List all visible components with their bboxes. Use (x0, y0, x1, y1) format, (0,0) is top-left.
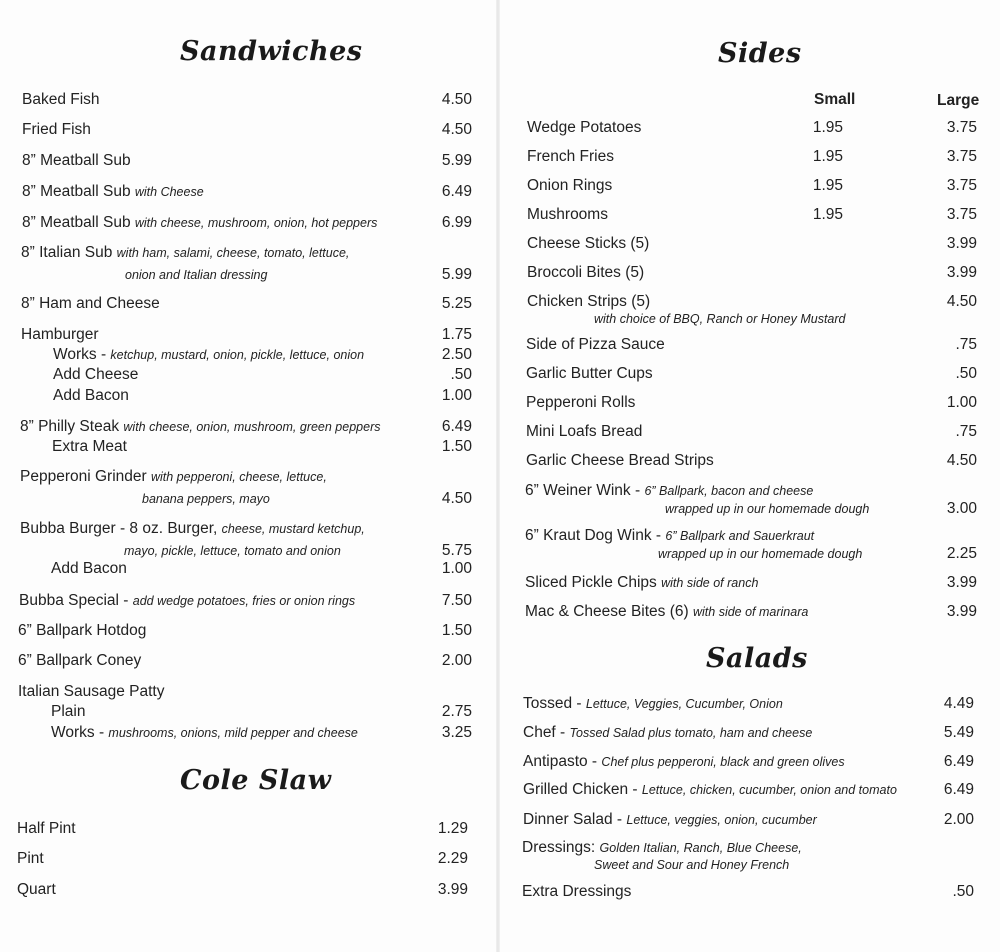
item-name: Dressings: (522, 839, 596, 856)
menu-item (523, 724, 812, 742)
large-price: 3.75 (946, 148, 977, 165)
large-price: .75 (955, 423, 977, 440)
menu-item (526, 394, 635, 412)
small-price: 1.95 (812, 148, 843, 165)
large-price: 3.99 (946, 574, 977, 591)
menu-item (22, 121, 91, 139)
item-price: 6.49 (943, 753, 974, 770)
menu-item (526, 452, 714, 470)
item-name: 8” Ham and Cheese (21, 295, 160, 312)
item-name: Bubba Special - (19, 592, 129, 609)
item-name: Italian Sausage Patty (18, 683, 165, 700)
menu-item (526, 365, 653, 383)
menu-item (53, 387, 129, 405)
item-price: 1.75 (441, 326, 472, 343)
item-price: 2.50 (441, 346, 472, 363)
item-price: 5.49 (943, 724, 974, 741)
item-description-line2: with choice of BBQ, Ranch or Honey Mustard (594, 312, 846, 326)
item-name: Tossed - (523, 695, 582, 712)
item-price: 3.99 (437, 881, 468, 898)
menu-item (526, 336, 665, 354)
item-name: Side of Pizza Sauce (526, 336, 665, 353)
item-price: 4.50 (441, 490, 472, 507)
item-name: Works - (53, 346, 107, 363)
item-name: 6” Weiner Wink - (525, 482, 641, 499)
item-description: Tossed Salad plus tomato, ham and cheese (569, 726, 813, 740)
item-name: Dinner Salad - (523, 811, 623, 828)
menu-item (21, 295, 160, 313)
item-name: 8” Meatball Sub (22, 214, 131, 231)
item-description: add wedge potatoes, fries or onion rings (132, 594, 356, 608)
item-name: Pepperoni Grinder (20, 468, 147, 485)
item-description-line2: banana peppers, mayo (142, 492, 270, 506)
item-description: with pepperoni, cheese, lettuce, (150, 470, 327, 484)
large-price: 4.50 (946, 452, 977, 469)
large-price: 3.99 (946, 235, 977, 252)
item-name: 6” Kraut Dog Wink - (525, 527, 662, 544)
item-description: 6” Ballpark, bacon and cheese (644, 484, 814, 498)
item-price: 4.50 (441, 91, 472, 108)
item-description-line2: wrapped up in our homemade dough (658, 547, 863, 561)
large-price: .75 (955, 336, 977, 353)
item-name: Half Pint (17, 820, 76, 837)
menu-item (52, 438, 127, 456)
item-price: 7.50 (441, 592, 472, 609)
item-price: 4.49 (943, 695, 974, 712)
item-name: Mac & Cheese Bites (6) (525, 603, 689, 620)
menu-item (53, 366, 138, 384)
large-price: 3.75 (946, 177, 977, 194)
item-name: Extra Dressings (522, 883, 632, 900)
menu-item (20, 468, 327, 486)
item-name: Wedge Potatoes (527, 119, 642, 136)
menu-item (22, 214, 377, 232)
large-price: 3.75 (946, 119, 977, 136)
menu-item (525, 603, 808, 621)
menu-item (51, 560, 127, 578)
menu-item (523, 781, 897, 799)
item-description: with ham, salami, cheese, tomato, lettuce, (116, 246, 350, 260)
item-price: 1.29 (437, 820, 468, 837)
item-name: 6” Ballpark Hotdog (18, 622, 147, 639)
menu-item (17, 820, 76, 838)
item-price: 5.25 (441, 295, 472, 312)
item-description: 6” Ballpark and Sauerkraut (665, 529, 815, 543)
item-name: Mini Loafs Bread (526, 423, 643, 440)
menu-item (53, 346, 364, 364)
item-name: Extra Meat (52, 438, 127, 455)
menu-item (526, 423, 642, 441)
item-price: 2.75 (441, 703, 472, 720)
menu-item (21, 244, 349, 262)
item-price: 1.00 (441, 560, 472, 577)
menu-item (522, 883, 631, 901)
item-name: Fried Fish (22, 121, 91, 138)
item-price: 5.75 (441, 542, 472, 559)
item-description-line2: mayo, pickle, lettuce, tomato and onion (124, 544, 341, 558)
menu-item (51, 703, 85, 721)
item-price: 4.50 (441, 121, 472, 138)
item-name: 6” Ballpark Coney (18, 652, 142, 669)
item-name: French Fries (527, 148, 614, 165)
item-price: 1.50 (441, 438, 472, 455)
item-name: 8” Meatball Sub (22, 152, 131, 169)
menu-item (51, 724, 358, 742)
item-description: with side of ranch (661, 576, 759, 590)
item-price: 1.00 (441, 387, 472, 404)
item-description: cheese, mustard ketchup, (221, 522, 365, 536)
sides-heading: Sides (718, 38, 802, 69)
menu-item (18, 683, 165, 701)
menu-item (19, 592, 355, 610)
item-description: Chef plus pepperoni, black and green olives (601, 755, 845, 769)
item-name: Broccoli Bites (5) (527, 264, 645, 281)
item-price: 3.25 (441, 724, 472, 741)
menu-item (523, 695, 783, 713)
item-price: 1.50 (441, 622, 472, 639)
item-name: Plain (51, 703, 86, 720)
item-name: Onion Rings (527, 177, 613, 194)
item-description-line2: onion and Italian dressing (125, 268, 268, 282)
item-name: Add Bacon (53, 387, 129, 404)
item-name: 8” Meatball Sub (22, 183, 131, 200)
small-column-header: Small (814, 91, 856, 108)
menu-item (527, 264, 644, 282)
menu-item (527, 206, 608, 224)
menu-item (527, 119, 641, 137)
large-price: 3.99 (946, 603, 977, 620)
item-name: Works - (51, 724, 105, 741)
menu-item (527, 177, 612, 195)
large-price: 4.50 (946, 293, 977, 310)
item-description: ketchup, mustard, onion, pickle, lettuce, onion (110, 348, 365, 362)
menu-item (523, 811, 817, 829)
item-name: Add Bacon (51, 560, 127, 577)
item-price: 2.29 (437, 850, 468, 867)
menu-item (18, 622, 146, 640)
item-description: with Cheese (134, 185, 204, 199)
item-description: with cheese, onion, mushroom, green peppers (123, 420, 381, 434)
menu-item (20, 418, 380, 436)
small-price: 1.95 (812, 206, 843, 223)
item-name: Garlic Butter Cups (526, 365, 653, 382)
menu-item (523, 753, 845, 771)
item-description: with side of marinara (693, 605, 809, 619)
item-name: Chef - (523, 724, 566, 741)
menu-item (17, 850, 44, 868)
item-description-line2: Sweet and Sour and Honey French (594, 858, 790, 872)
menu-item (21, 326, 99, 344)
menu-item (525, 482, 813, 500)
large-price: 3.75 (946, 206, 977, 223)
menu-item (527, 235, 649, 253)
small-price: 1.95 (812, 119, 843, 136)
large-price: 3.00 (946, 500, 977, 517)
menu-item (525, 574, 758, 592)
menu-item (527, 148, 614, 166)
menu-item (527, 293, 650, 311)
sandwiches-heading: Sandwiches (180, 36, 363, 67)
item-name: Add Cheese (53, 366, 139, 383)
item-description: Golden Italian, Ranch, Blue Cheese, (599, 841, 802, 855)
item-price: 2.00 (441, 652, 472, 669)
item-name: Bubba Burger - 8 oz. Burger, (20, 520, 218, 537)
item-name: Hamburger (21, 326, 99, 343)
item-name: 8” Philly Steak (20, 418, 120, 435)
menu-item (18, 652, 141, 670)
item-name: Cheese Sticks (5) (527, 235, 650, 252)
large-price: 1.00 (946, 394, 977, 411)
item-name: Pint (17, 850, 44, 867)
salads-heading: Salads (706, 643, 808, 674)
menu-item (22, 91, 100, 109)
item-name: Chicken Strips (5) (527, 293, 651, 310)
item-price: 5.99 (441, 266, 472, 283)
item-name: Sliced Pickle Chips (525, 574, 657, 591)
menu-item (17, 881, 56, 899)
item-name: 8” Italian Sub (21, 244, 113, 261)
menu-item (20, 520, 365, 538)
item-description-line2: wrapped up in our homemade dough (665, 502, 870, 516)
large-price: 2.25 (946, 545, 977, 562)
right-page (500, 0, 1000, 952)
coleslaw-heading: Cole Slaw (180, 765, 332, 796)
item-name: Baked Fish (22, 91, 100, 108)
item-name: Mushrooms (527, 206, 608, 223)
large-price: .50 (955, 365, 977, 382)
item-name: Garlic Cheese Bread Strips (526, 452, 714, 469)
item-price: .50 (450, 366, 472, 383)
menu-item (522, 839, 802, 857)
left-page (0, 0, 496, 952)
menu-item (22, 183, 204, 201)
menu-item (525, 527, 814, 545)
item-description: Lettuce, chicken, cucumber, onion and tomato (641, 783, 897, 797)
item-description: Lettuce, Veggies, Cucumber, Onion (585, 697, 783, 711)
item-price: 6.49 (943, 781, 974, 798)
item-description: with cheese, mushroom, onion, hot peppers (134, 216, 378, 230)
large-column-header: Large (937, 92, 980, 109)
menu-item (22, 152, 131, 170)
item-name: Quart (17, 881, 56, 898)
item-name: Pepperoni Rolls (526, 394, 636, 411)
item-price: .50 (952, 883, 974, 900)
item-price: 6.49 (441, 183, 472, 200)
item-price: 6.99 (441, 214, 472, 231)
item-price: 5.99 (441, 152, 472, 169)
item-name: Grilled Chicken - (523, 781, 638, 798)
item-description: mushrooms, onions, mild pepper and cheese (108, 726, 358, 740)
item-description: Lettuce, veggies, onion, cucumber (626, 813, 817, 827)
item-price: 6.49 (441, 418, 472, 435)
large-price: 3.99 (946, 264, 977, 281)
small-price: 1.95 (812, 177, 843, 194)
item-name: Antipasto - (523, 753, 598, 770)
item-price: 2.00 (943, 811, 974, 828)
